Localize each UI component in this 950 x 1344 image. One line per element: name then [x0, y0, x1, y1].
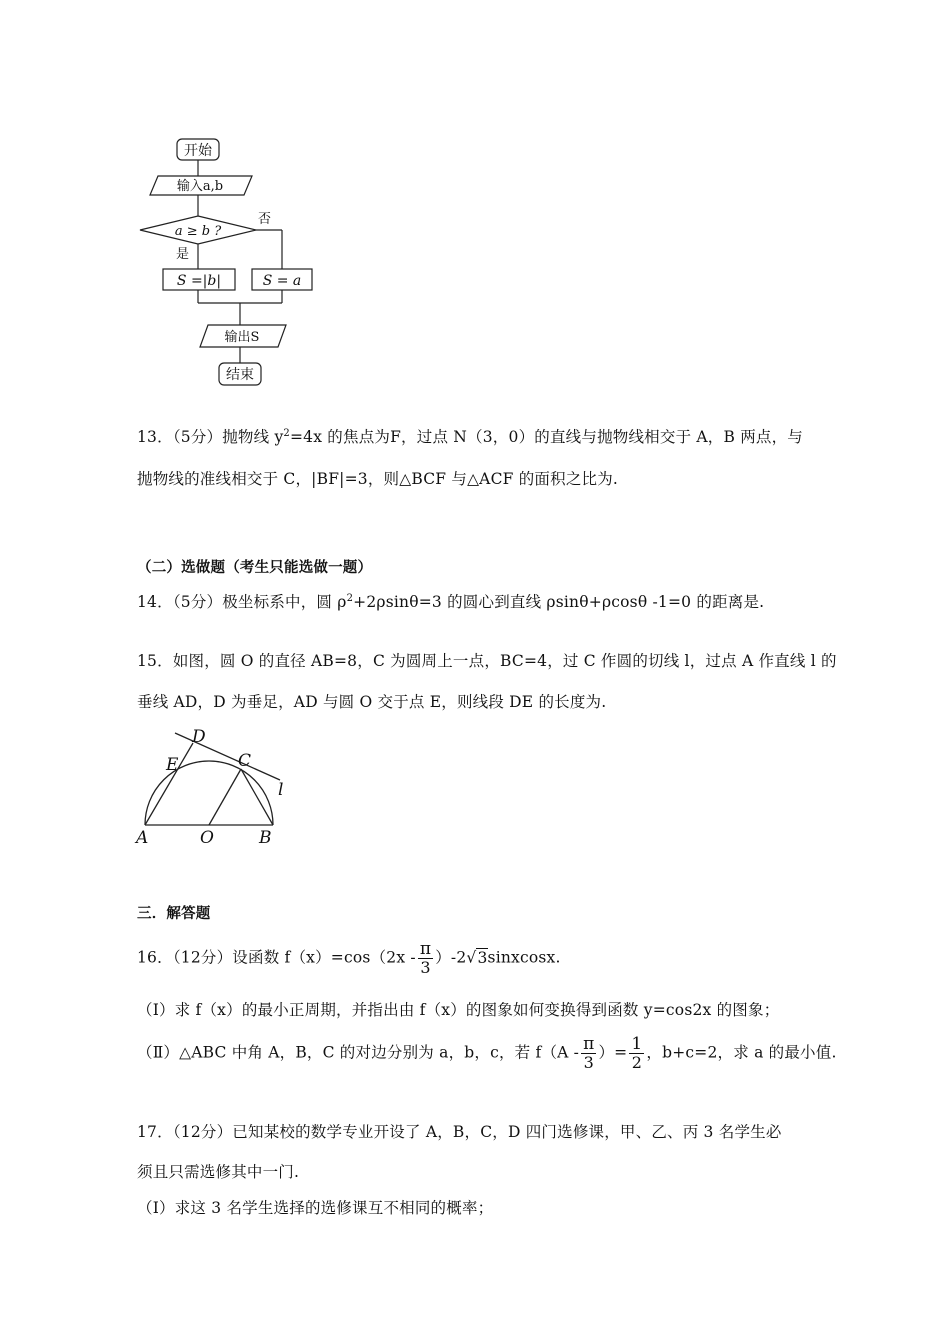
flowchart — [130, 130, 330, 395]
section-title-optional: （二）选做题（考生只能选做一题） — [137, 560, 373, 576]
q16-part2: （Ⅱ）△ABC 中角 A，B，C 的对边分别为 a，b，c，若 f（A - $\frac{\pi}{3}$ ）= $\frac{1}{2}$ ，b+c=2，求 a 的最小值. — [137, 1034, 837, 1072]
q16-part2-frac: $\frac{\pi}{3}$ — [583, 1034, 595, 1072]
flowchart-condition-label: a ≥ b ? — [174, 224, 222, 239]
line-cb — [241, 769, 273, 825]
q16-frac: $\frac{\pi}{3}$ — [419, 939, 432, 977]
q16-part2-frac2: $\frac{1}{2}$ — [631, 1034, 643, 1072]
tangent-line — [175, 733, 280, 780]
section-title-answers: 三．解答题 — [137, 906, 211, 922]
flowchart-no-label: 否 — [258, 212, 272, 227]
line-oc — [209, 769, 241, 825]
label-l: l — [278, 780, 284, 800]
label-a: A — [136, 828, 149, 848]
q16-part1: （Ⅰ）求 f（x）的最小正周期，并指出由 f（x）的图象如何变换得到函数 y=cos2x 的图象； — [137, 1001, 780, 1019]
q14-line: 14．（5分）极坐标系中，圆 $\rho^2+2\rho\sin\theta=3$ 的圆心到直线 ρsinθ+ρcosθ -1=0 的距离是. — [137, 592, 765, 611]
label-o: O — [200, 828, 214, 848]
q17-line2: 须且只需选修其中一门. — [137, 1163, 300, 1181]
label-b: B — [259, 828, 272, 848]
flowchart-start-label: 开始 — [184, 143, 212, 159]
geometry-figure — [130, 725, 300, 850]
flowchart-input-label: 输入a,b — [176, 179, 224, 194]
q13-line2: 抛物线的准线相交于 C，|BF|=3，则△BCF 与△ACF 的面积之比为. — [137, 470, 619, 488]
label-c: C — [238, 751, 252, 771]
flowchart-no-box-label: S = a — [262, 273, 302, 289]
flowchart-yes-box-label: S =|b| — [176, 273, 222, 289]
q13-line1: 13．（5分）抛物线 $y^2=4x$ 的焦点为F，过点 N（3，0）的直线与抛物线相交于 A，B 两点，与 — [137, 427, 804, 446]
label-e: E — [166, 755, 179, 775]
flowchart-yes-label: 是 — [176, 247, 190, 262]
q15-line1: 15．如图，圆 O 的直径 AB=8，C 为圆周上一点，BC=4，过 C 作圆的切线 l，过点 A 作直线 l 的 — [137, 652, 837, 670]
flowchart-output-label: 输出S — [224, 330, 260, 345]
q15-line2: 垂线 AD，D 为垂足，AD 与圆 O 交于点 E，则线段 DE 的长度为. — [137, 693, 607, 711]
q17-line1: 17．（12分）已知某校的数学专业开设了 A，B，C，D 四门选修课，甲、乙、丙 3 名学生必 — [137, 1123, 782, 1141]
q16-line: 16．（12分）设函数 f（x）=cos（2x - $\frac{\pi}{3}$ ）-2√3sinxcosx. — [137, 939, 561, 977]
flowchart-end-label: 结束 — [226, 367, 254, 383]
label-d: D — [192, 727, 206, 747]
q17-part1: （Ⅰ）求这 3 名学生选择的选修课互不相同的概率； — [137, 1199, 494, 1217]
